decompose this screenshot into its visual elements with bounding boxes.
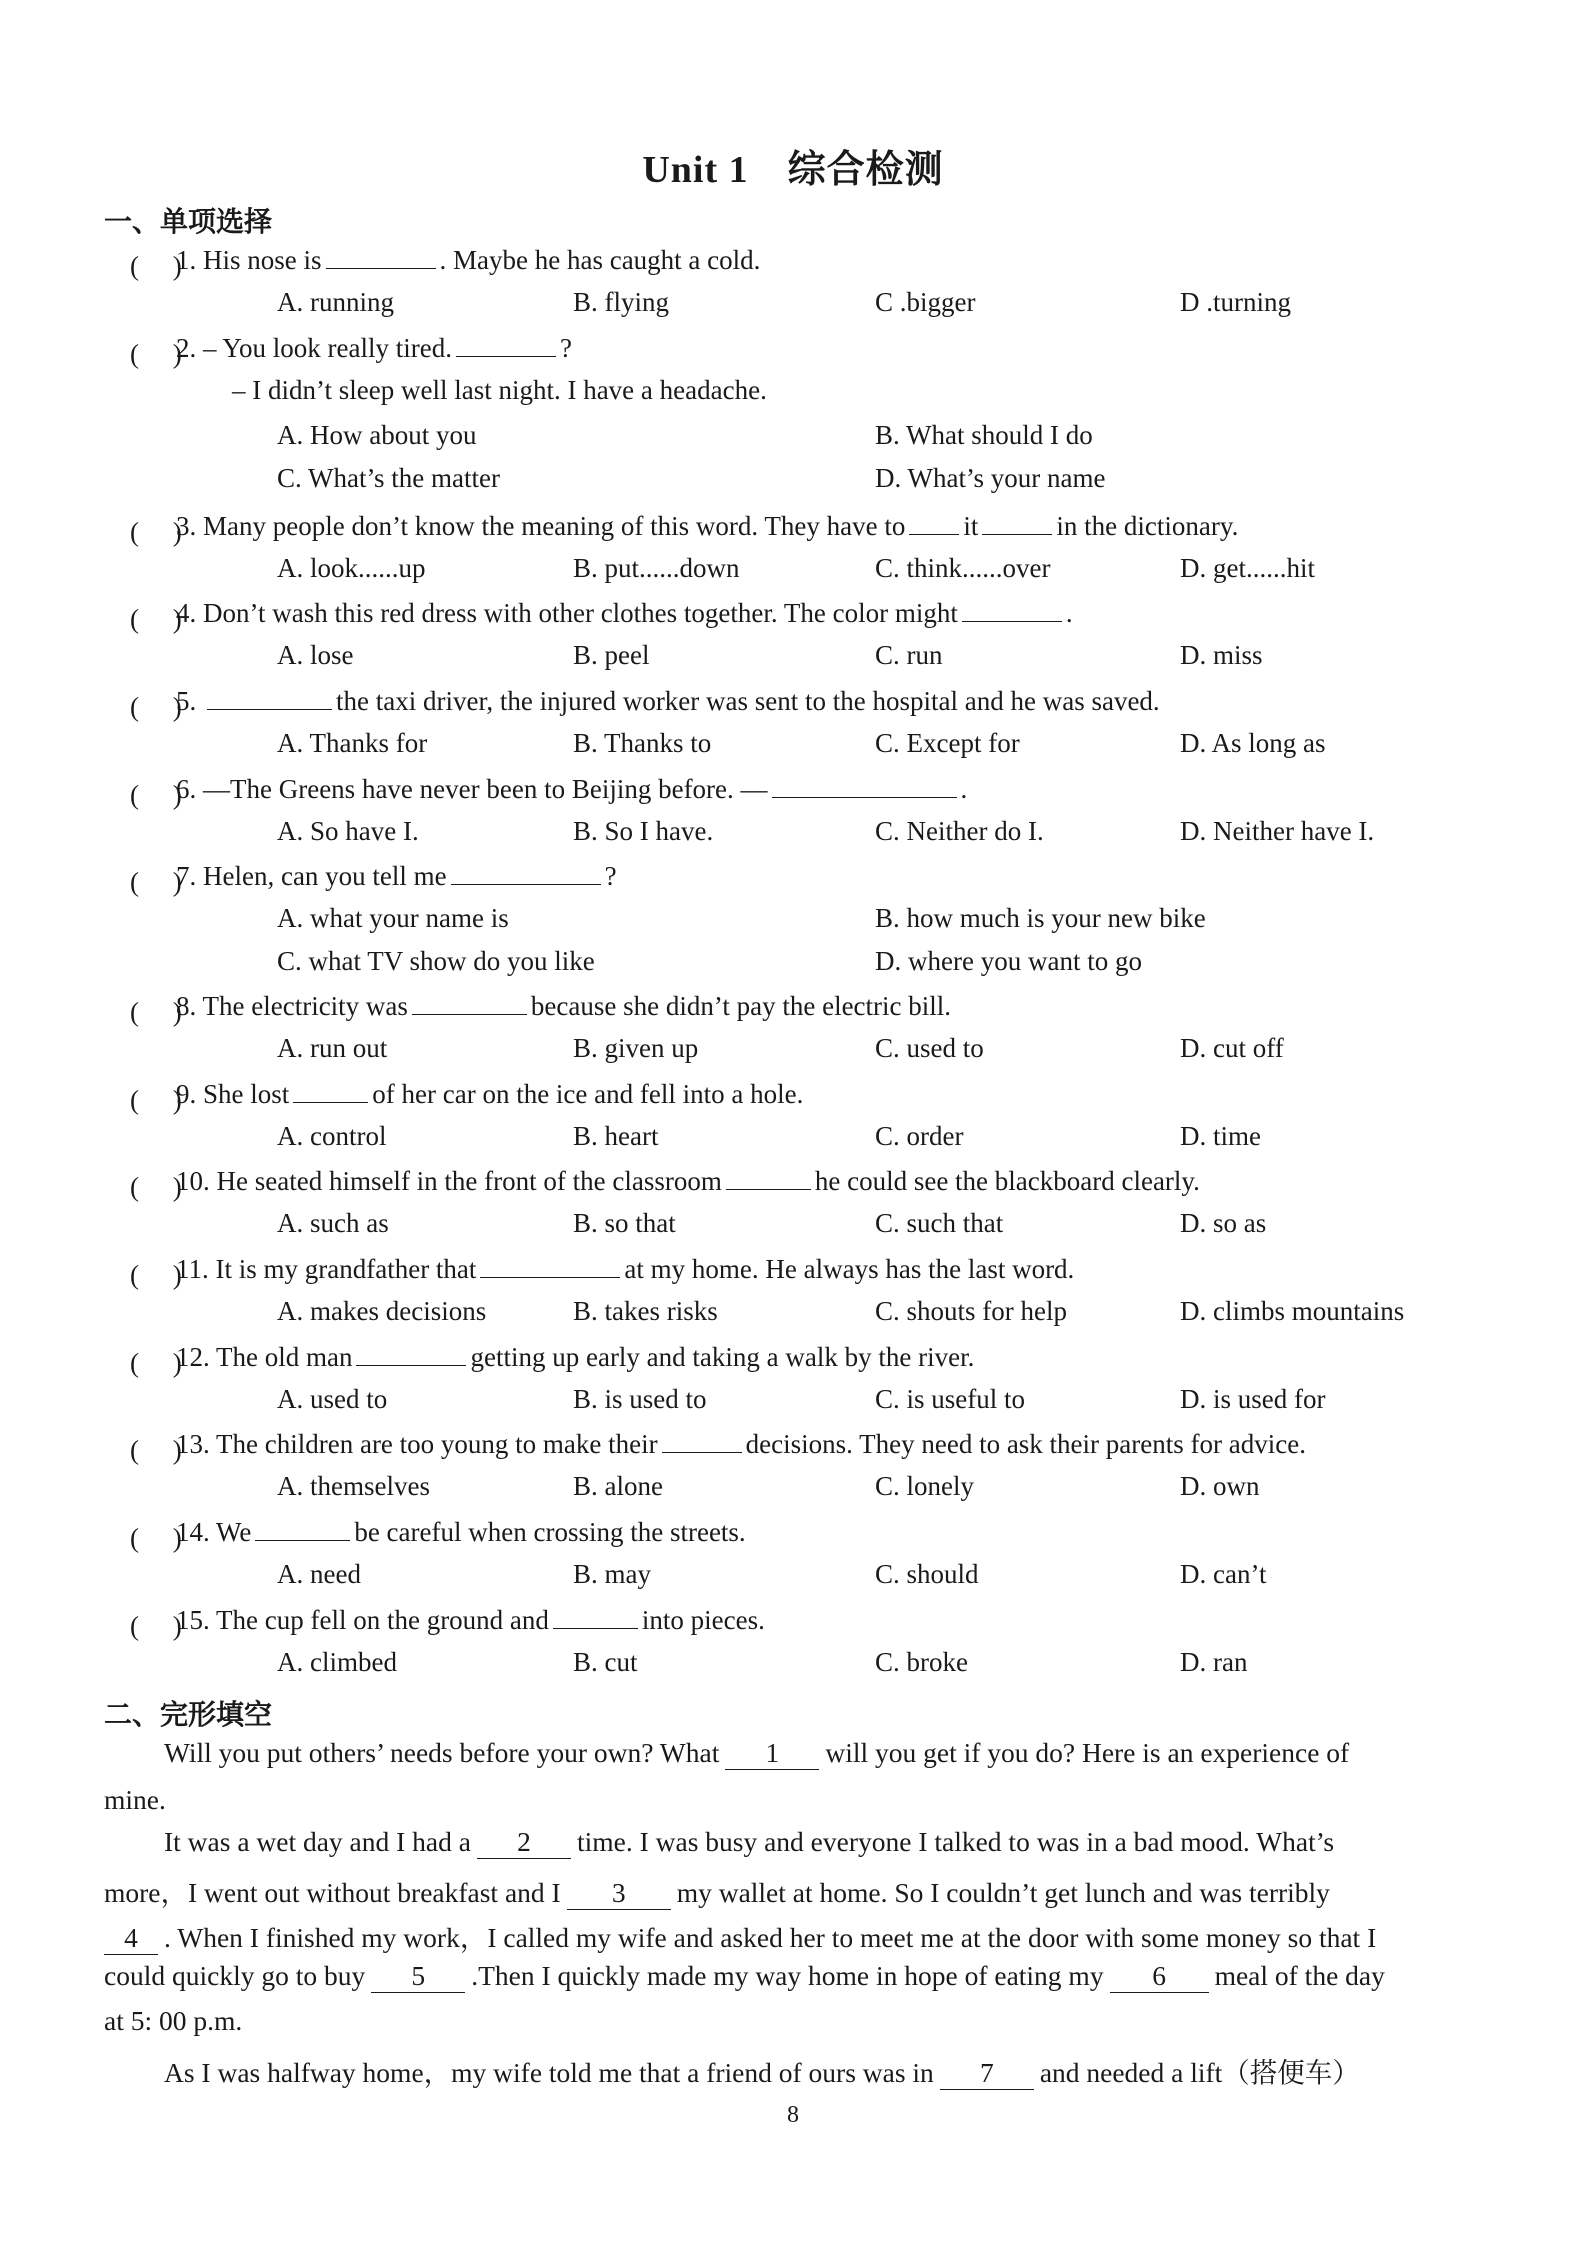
answer-option-c: C. broke [875, 1647, 968, 1677]
passage-line: 4 . When I finished my work，I called my wife and asked her to meet me at the door with some money so that I [104, 1915, 1376, 1955]
question-item [0, 990, 1586, 1080]
answer-option-b: B. cut [573, 1647, 638, 1677]
answer-option-c: C. think......over [875, 553, 1051, 583]
answer-option-a: A. makes decisions [277, 1296, 487, 1326]
answer-bracket: ( ) [130, 867, 182, 897]
answer-bracket: ( ) [130, 604, 182, 634]
answer-bracket: ( ) [130, 780, 182, 810]
passage-line: Will you put others’ needs before your own? What 1 will you get if you do? Here is an experience of [164, 1737, 1350, 1768]
question-stem [176, 1516, 746, 1548]
answer-option-d: D .turning [1180, 287, 1291, 317]
answer-blank [326, 244, 436, 269]
stem-text: His nose is [203, 245, 322, 275]
answer-option-c: C. used to [875, 1033, 984, 1063]
answer-blank [909, 510, 959, 535]
answer-option-d: D. climbs mountains [1180, 1296, 1405, 1326]
question-stem [176, 1253, 1074, 1285]
answer-option-b: B. So I have. [573, 816, 714, 846]
stem-text: ? [560, 333, 572, 363]
question-number: 12. [176, 1342, 210, 1372]
answer-option-d: D. As long as [1180, 728, 1326, 758]
question-stem [176, 1341, 974, 1373]
stem-text: The children are too young to make their [216, 1429, 658, 1459]
answer-bracket: ( ) [130, 517, 182, 547]
stem-text: . [960, 774, 968, 804]
question-number: 6. [176, 774, 197, 804]
answer-blank [207, 685, 332, 710]
answer-option-a: A. control [277, 1121, 387, 1151]
passage-line: As I was halfway home，my wife told me that a friend of ours was in 7 and needed a lift（搭便车） [164, 2057, 1360, 2088]
stem-text: The old man [216, 1342, 353, 1372]
answer-bracket: ( ) [130, 1611, 182, 1641]
blank-number: 1 [725, 1737, 819, 1770]
question-stem [176, 860, 617, 892]
answer-bracket: ( ) [130, 1435, 182, 1465]
answer-option-b: B. alone [573, 1471, 663, 1501]
answer-blank [255, 1516, 350, 1541]
question-stem [176, 1078, 803, 1110]
answer-option-a: A. themselves [277, 1471, 430, 1501]
question-item [0, 685, 1586, 775]
question-number: 3. [176, 511, 197, 541]
answer-bracket: ( ) [130, 1348, 182, 1378]
answer-option-a: A. running [277, 287, 394, 317]
stem-text: The electricity was [202, 991, 408, 1021]
stem-text: be careful when crossing the streets. [354, 1517, 746, 1547]
question-stem [176, 244, 760, 276]
page-title: Unit 1 综合检测 [642, 149, 944, 191]
answer-option-d: D. time [1180, 1121, 1261, 1151]
answer-option-a: A. such as [277, 1208, 389, 1238]
answer-bracket: ( ) [130, 339, 182, 369]
question-number: 5. [176, 686, 197, 716]
stem-text: because she didn’t pay the electric bill. [530, 991, 952, 1021]
stem-text: of her car on the ice and fell into a hole. [372, 1079, 804, 1109]
blank-number: 3 [567, 1877, 671, 1910]
answer-option-d: D. can’t [1180, 1559, 1267, 1589]
dialogue-reply: – I didn’t sleep well last night. I have a headache. [232, 375, 767, 405]
blank-number: 4 [104, 1922, 158, 1955]
question-stem [176, 597, 1073, 629]
question-number: 15. [176, 1605, 210, 1635]
question-item [0, 1078, 1586, 1168]
answer-option-b: B. takes risks [573, 1296, 718, 1326]
passage-line: It was a wet day and I had a 2 time. I was busy and everyone I talked to was in a bad mood. What’s [164, 1826, 1335, 1857]
stem-text: – You look really tired. [203, 333, 452, 363]
answer-blank [553, 1604, 638, 1629]
answer-bracket: ( ) [130, 1523, 182, 1553]
answer-option-d: D. miss [1180, 640, 1263, 670]
answer-option-a: A. climbed [277, 1647, 397, 1677]
answer-blank [772, 773, 957, 798]
question-item [0, 332, 1586, 493]
answer-blank [293, 1078, 368, 1103]
stem-text: ? [604, 861, 617, 891]
question-number: 7. [176, 861, 197, 891]
stem-text: the taxi driver, the injured worker was sent to the hospital and he was saved. [336, 686, 1160, 716]
answer-blank [451, 860, 601, 885]
answer-bracket: ( ) [130, 692, 182, 722]
answer-blank [982, 510, 1052, 535]
stem-text: Don’t wash this red dress with other clothes together. The color might [203, 598, 958, 628]
page-number: 8 [787, 2102, 799, 2128]
question-number: 9. [176, 1079, 197, 1109]
answer-option-a: A. lose [277, 640, 354, 670]
blank-number: 6 [1110, 1960, 1209, 1993]
question-number: 2. [176, 333, 197, 363]
answer-option-c: C. run [875, 640, 943, 670]
question-stem [176, 685, 1160, 717]
answer-option-b: B. may [573, 1559, 651, 1589]
answer-option-c: C. shouts for help [875, 1296, 1067, 1326]
answer-option-c: C. is useful to [875, 1384, 1026, 1414]
blank-number: 2 [477, 1826, 571, 1859]
answer-bracket: ( ) [130, 1260, 182, 1290]
answer-option-a: A. run out [277, 1033, 388, 1063]
answer-option-a: A. So have I. [277, 816, 419, 846]
answer-option-c: C. Except for [875, 728, 1020, 758]
answer-option-a: A. How about you [277, 420, 477, 450]
section-heading-cloze: 二、完形填空 [104, 1698, 273, 1731]
stem-text: at my home. He always has the last word. [624, 1254, 1075, 1284]
question-item [0, 1604, 1586, 1694]
question-stem [176, 1428, 1306, 1460]
answer-bracket: ( ) [130, 1085, 182, 1115]
answer-option-b: B. is used to [573, 1384, 707, 1414]
question-stem [176, 990, 951, 1022]
stem-text: in the dictionary. [1056, 511, 1239, 541]
question-item [0, 1341, 1586, 1431]
answer-option-b: B. flying [573, 287, 670, 317]
answer-option-b: B. put......down [573, 553, 740, 583]
answer-option-b: B. Thanks to [573, 728, 712, 758]
passage-line: at 5: 00 p.m. [104, 2005, 243, 2036]
stem-text: Many people don’t know the meaning of this word. They have to [203, 511, 906, 541]
stem-text: getting up early and taking a walk by the river. [470, 1342, 975, 1372]
passage-line: mine. [104, 1784, 166, 1815]
question-item [0, 773, 1586, 863]
stem-text: She lost [203, 1079, 290, 1109]
answer-option-d: D. get......hit [1180, 553, 1315, 583]
stem-text: He seated himself in the front of the classroom [216, 1166, 722, 1196]
question-stem [176, 332, 572, 364]
answer-option-c: C. what TV show do you like [277, 946, 595, 976]
answer-option-b: B. heart [573, 1121, 659, 1151]
question-number: 1. [176, 245, 197, 275]
answer-blank [662, 1428, 742, 1453]
section-heading-multiple-choice: 一、单项选择 [104, 205, 273, 238]
answer-bracket: ( ) [130, 997, 182, 1027]
answer-option-d: D. so as [1180, 1208, 1267, 1238]
answer-option-d: D. is used for [1180, 1384, 1326, 1414]
question-item [0, 597, 1586, 687]
answer-option-b: B. peel [573, 640, 650, 670]
blank-number: 7 [940, 2057, 1034, 2090]
answer-option-d: D. Neither have I. [1180, 816, 1375, 846]
answer-option-b: B. given up [573, 1033, 699, 1063]
answer-option-c: C. lonely [875, 1471, 974, 1501]
stem-text: . [1065, 598, 1073, 628]
question-number: 14. [176, 1517, 210, 1547]
question-item [0, 1253, 1586, 1343]
answer-option-c: C. should [875, 1559, 979, 1589]
answer-option-d: D. What’s your name [875, 463, 1106, 493]
passage-line: more，I went out without breakfast and I 3 my wallet at home. So I couldn’t get lunch and was terribly [104, 1877, 1330, 1908]
stem-text: into pieces. [641, 1605, 765, 1635]
blank-number: 5 [371, 1960, 465, 1993]
question-item [0, 244, 1586, 334]
answer-option-a: A. Thanks for [277, 728, 428, 758]
question-number: 8. [176, 991, 197, 1021]
answer-blank [456, 332, 556, 357]
question-stem [176, 773, 967, 805]
answer-blank [962, 597, 1062, 622]
answer-bracket: ( ) [130, 1172, 182, 1202]
question-item [0, 1165, 1586, 1255]
answer-option-a: A. need [277, 1559, 361, 1589]
stem-text: It is my grandfather that [215, 1254, 477, 1284]
answer-option-a: A. what your name is [277, 903, 509, 933]
answer-option-a: A. look......up [277, 553, 426, 583]
question-item [0, 1516, 1586, 1606]
answer-option-a: A. used to [277, 1384, 388, 1414]
answer-bracket: ( ) [130, 251, 182, 281]
question-number: 10. [176, 1166, 210, 1196]
stem-text: The cup fell on the ground and [216, 1605, 549, 1635]
stem-text: —The Greens have never been to Beijing before. — [203, 774, 768, 804]
question-stem [176, 1165, 1200, 1197]
answer-option-c: C. such that [875, 1208, 1004, 1238]
passage-line: could quickly go to buy 5 .Then I quickly made my way home in hope of eating my 6 meal of the day [104, 1960, 1385, 1991]
answer-option-d: D. ran [1180, 1647, 1248, 1677]
question-item [0, 860, 1586, 976]
question-item [0, 1428, 1586, 1518]
answer-option-c: C. What’s the matter [277, 463, 500, 493]
question-number: 11. [176, 1254, 209, 1284]
question-item [0, 510, 1586, 600]
question-stem [176, 1604, 765, 1636]
answer-option-d: D. own [1180, 1471, 1260, 1501]
stem-text: he could see the blackboard clearly. [814, 1166, 1200, 1196]
answer-option-b: B. What should I do [875, 420, 1093, 450]
answer-option-c: C .bigger [875, 287, 976, 317]
answer-blank [356, 1341, 466, 1366]
answer-blank [726, 1165, 811, 1190]
question-number: 13. [176, 1429, 210, 1459]
answer-blank [412, 990, 527, 1015]
question-stem [176, 510, 1238, 542]
stem-text: it [963, 511, 979, 541]
answer-option-c: C. order [875, 1121, 964, 1151]
answer-option-b: B. how much is your new bike [875, 903, 1206, 933]
stem-text: Helen, can you tell me [203, 861, 447, 891]
stem-text: . Maybe he has caught a cold. [439, 245, 761, 275]
question-number: 4. [176, 598, 197, 628]
answer-option-b: B. so that [573, 1208, 676, 1238]
stem-text: decisions. They need to ask their parents for advice. [745, 1429, 1306, 1459]
stem-text: We [216, 1517, 252, 1547]
answer-option-d: D. cut off [1180, 1033, 1284, 1063]
answer-option-d: D. where you want to go [875, 946, 1142, 976]
answer-blank [480, 1253, 620, 1278]
answer-option-c: C. Neither do I. [875, 816, 1044, 846]
